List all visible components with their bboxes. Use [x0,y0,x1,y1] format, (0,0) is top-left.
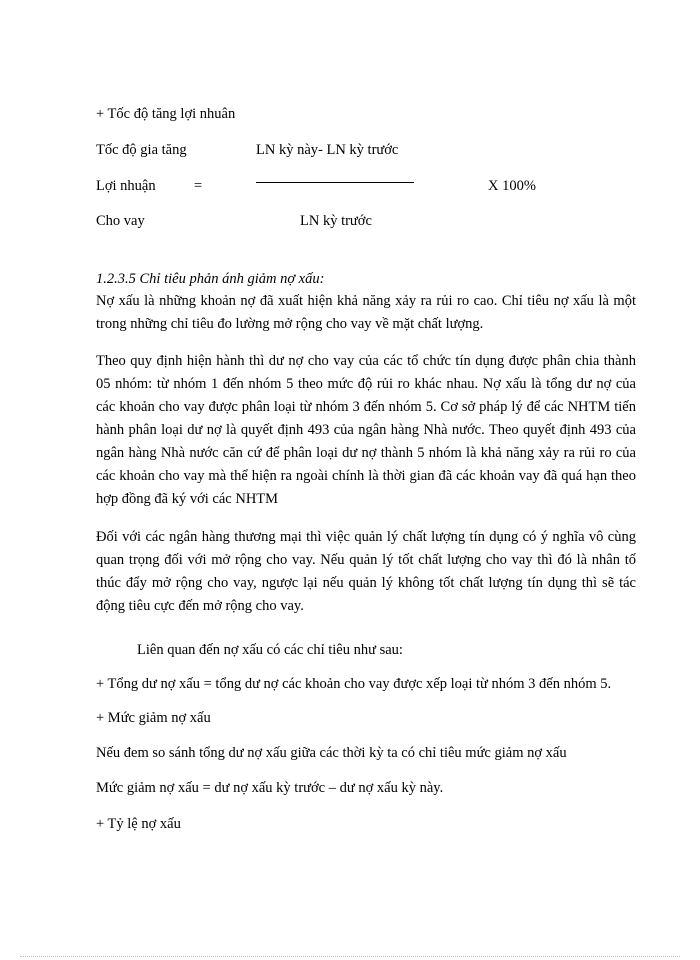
formula-equals: = [194,178,203,194]
formula-row3-label: Cho vay [96,213,145,229]
paragraph-ratio-bullet: + Tỷ lệ nợ xấu [96,816,181,832]
paragraph-credit-quality: Đối với các ngân hàng thương mại thì việc quản lý chất lượng tín dụng có ý nghĩa vô cùng quan trọng đối với mở rộng cho vay. Nếu quản lý tốt chất lượng cho vay thì đó là nhân tố thúc đẩy mở rộng cho vay, ngược lại nếu quản lý không tốt chất lượng tín dụng thì sẽ tác động tiêu cực đến mở rộng cho vay. [96,529,636,614]
formula-multiplier: X 100% [488,178,536,194]
formula-denominator: LN kỳ trước [300,213,372,229]
formula-row1-label: Tốc độ gia tăng [96,142,187,158]
paragraph-comparison: Nếu đem so sánh tổng dư nợ xấu giữa các thời kỳ ta có chỉ tiêu mức giảm nợ xấu [96,745,567,761]
paragraph-regulation: Theo quy định hiện hành thì dư nợ cho vay của các tổ chức tín dụng được phân chia thành 05 nhóm: từ nhóm 1 đến nhóm 5 theo mức độ rủi ro khác nhau. Nợ xấu là tổng dư nợ của các khoản cho vay được phân loại từ nhóm 3 đến nhóm 5. Cơ sở pháp lý để các NHTM tiến hành phân loại dư nợ là quyết định 493 của ngân hàng Nhà nước. Theo quyết định 493 của ngân hàng Nhà nước căn cứ để phân loại dư nợ thành 5 nhóm là khả năng xảy ra rủi ro của các khoản cho vay mà thể hiện ra ngoài chính là thời gian đã các khoản vay đã quá hạn theo hợp đồng đã ký với các NHTM [96,353,636,507]
formula-numerator: LN kỳ này- LN kỳ trước [256,142,399,158]
paragraph-total-bad-debt: + Tổng dư nợ xấu = tổng dư nợ các khoản cho vay được xếp loại từ nhóm 3 đến nhóm 5. [96,676,612,692]
paragraph-reduction-formula: Mức giảm nợ xấu = dư nợ xấu kỳ trước – dư nợ xấu kỳ này. [96,780,444,796]
growth-bullet: + Tốc độ tăng lợi nhuân [96,106,236,122]
paragraph-indicators-intro: Liên quan đến nợ xấu có các chỉ tiêu như sau: [137,642,403,658]
fraction-line [256,182,414,183]
formula-row2-label: Lợi nhuận [96,178,156,194]
paragraph-bad-debt-definition: Nợ xấu là những khoản nợ đã xuất hiện khả năng xảy ra rủi ro cao. Chỉ tiêu nợ xấu là một trong những chỉ tiêu đo lường mở rộng cho vay về mặt chất lượng. [96,293,636,332]
page-bottom-rule [20,956,680,957]
paragraph-reduction-bullet: + Mức giảm nợ xấu [96,710,211,726]
section-heading: 1.2.3.5 Chỉ tiêu phản ánh giảm nợ xấu: [96,271,325,287]
